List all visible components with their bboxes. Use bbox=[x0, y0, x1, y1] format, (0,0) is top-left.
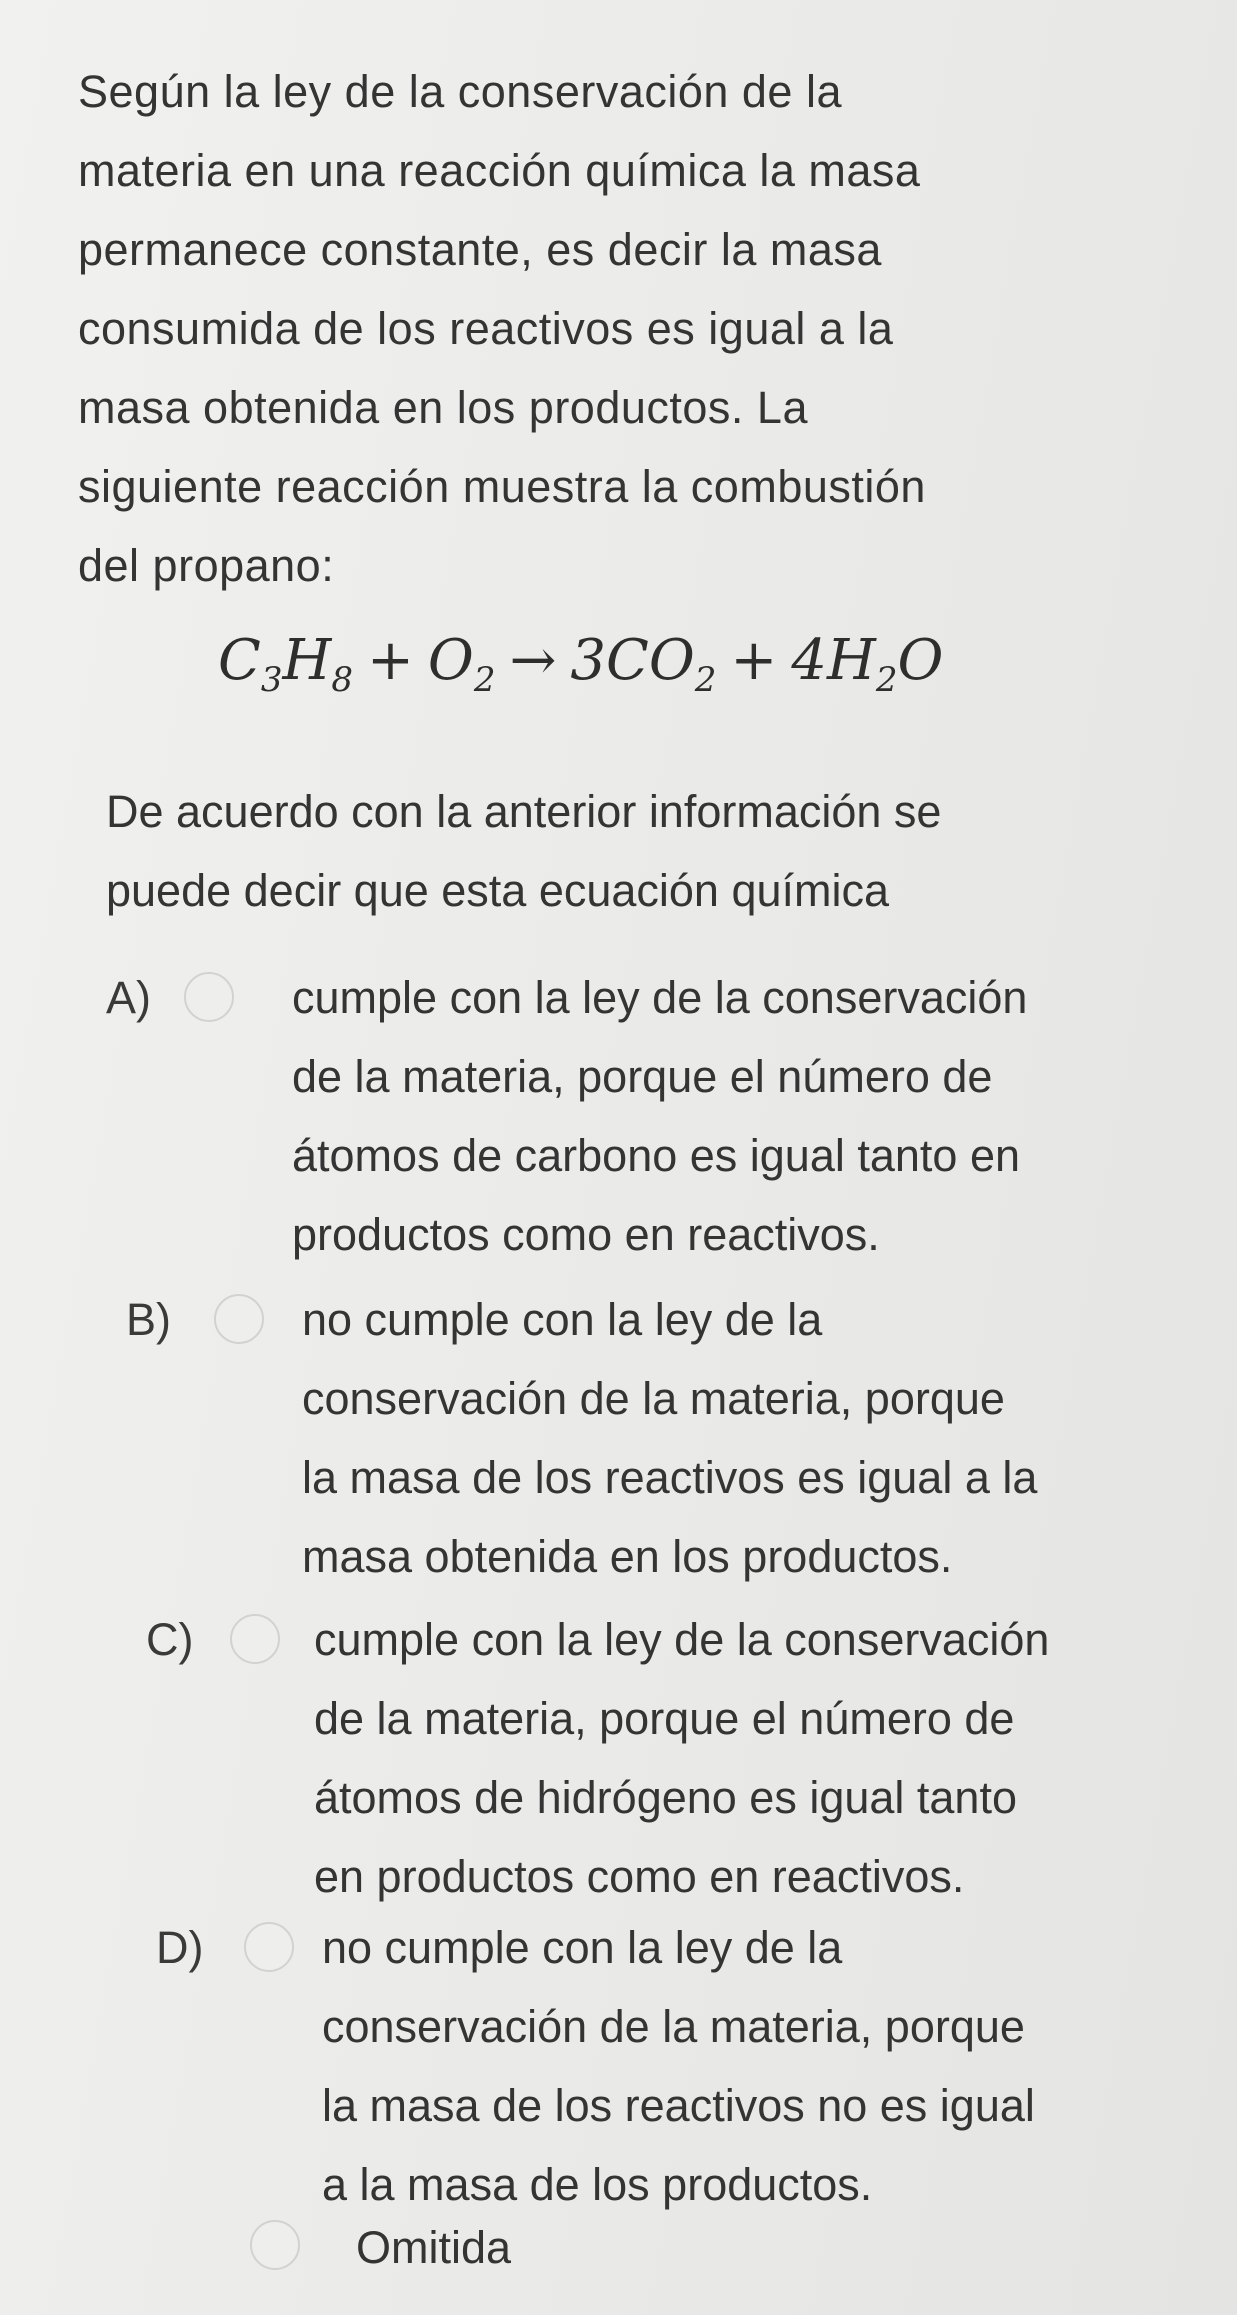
eq-co: 3CO bbox=[570, 628, 695, 693]
question-line: siguiente reacción muestra la combustión bbox=[78, 461, 926, 512]
eq-h2: 4H bbox=[791, 628, 876, 693]
option-line: la masa de los reactivos es igual a la bbox=[302, 1452, 1038, 1503]
question-line: materia en una reacción química la masa bbox=[78, 145, 921, 196]
option-text bbox=[322, 1908, 1035, 2224]
option-c[interactable] bbox=[146, 1600, 1146, 1920]
radio-button[interactable] bbox=[184, 972, 234, 1022]
prompt-line: puede decir que esta ecuación química bbox=[106, 865, 890, 916]
omitted-label: Omitida bbox=[356, 2222, 512, 2273]
option-b[interactable] bbox=[126, 1280, 1126, 1600]
question-line: masa obtenida en los productos. La bbox=[78, 382, 808, 433]
radio-button[interactable] bbox=[230, 1614, 280, 1664]
option-d[interactable] bbox=[156, 1908, 1136, 2228]
radio-button[interactable] bbox=[250, 2220, 300, 2270]
eq-h: H bbox=[282, 628, 332, 693]
option-line: no cumple con la ley de la bbox=[322, 1922, 843, 1973]
option-line: no cumple con la ley de la bbox=[302, 1294, 823, 1345]
option-line: a la masa de los productos. bbox=[322, 2159, 873, 2210]
option-letter: B) bbox=[126, 1294, 171, 1345]
option-letter: C) bbox=[146, 1614, 194, 1665]
option-line: productos como en reactivos. bbox=[292, 1209, 880, 1260]
eq-sub: 2 bbox=[875, 660, 898, 700]
option-a[interactable] bbox=[106, 958, 1126, 1278]
eq-sub: 2 bbox=[694, 660, 717, 700]
option-line: de la materia, porque el número de bbox=[292, 1051, 993, 1102]
question-line: permanece constante, es decir la masa bbox=[78, 224, 882, 275]
question-line: consumida de los reactivos es igual a la bbox=[78, 303, 894, 354]
chemical-equation bbox=[218, 628, 943, 700]
prompt-line: De acuerdo con la anterior información se bbox=[106, 786, 942, 837]
question-text bbox=[78, 52, 1078, 605]
option-text bbox=[302, 1280, 1037, 1596]
option-letter: D) bbox=[156, 1922, 204, 1973]
question-line: Según la ley de la conservación de la bbox=[78, 66, 842, 117]
eq-plus: + bbox=[730, 628, 778, 693]
option-line: la masa de los reactivos no es igual bbox=[322, 2080, 1035, 2131]
option-line: cumple con la ley de la conservación bbox=[314, 1614, 1050, 1665]
question-line: del propano: bbox=[78, 540, 335, 591]
eq-sub: 8 bbox=[331, 660, 353, 700]
option-text bbox=[314, 1600, 1049, 1916]
option-line: conservación de la materia, porque bbox=[322, 2001, 1025, 2052]
radio-button[interactable] bbox=[214, 1294, 264, 1344]
option-line: de la materia, porque el número de bbox=[314, 1693, 1015, 1744]
option-line: conservación de la materia, porque bbox=[302, 1373, 1005, 1424]
eq-sub: 3 bbox=[260, 660, 283, 700]
eq-plus: + bbox=[366, 628, 414, 693]
eq-arrow: → bbox=[509, 628, 557, 693]
option-line: en productos como en reactivos. bbox=[314, 1851, 965, 1902]
option-text bbox=[292, 958, 1027, 1274]
eq-o2: O bbox=[897, 628, 944, 693]
eq-o: O bbox=[427, 628, 474, 693]
eq-sub: 2 bbox=[473, 660, 496, 700]
option-line: masa obtenida en los productos. bbox=[302, 1531, 953, 1582]
radio-button[interactable] bbox=[244, 1922, 294, 1972]
eq-c: C bbox=[218, 628, 261, 693]
option-omitted[interactable] bbox=[250, 2208, 650, 2288]
option-line: cumple con la ley de la conservación bbox=[292, 972, 1028, 1023]
option-line: átomos de hidrógeno es igual tanto bbox=[314, 1772, 1017, 1823]
prompt-text bbox=[106, 772, 1106, 930]
option-line: átomos de carbono es igual tanto en bbox=[292, 1130, 1020, 1181]
option-letter: A) bbox=[106, 972, 151, 1023]
